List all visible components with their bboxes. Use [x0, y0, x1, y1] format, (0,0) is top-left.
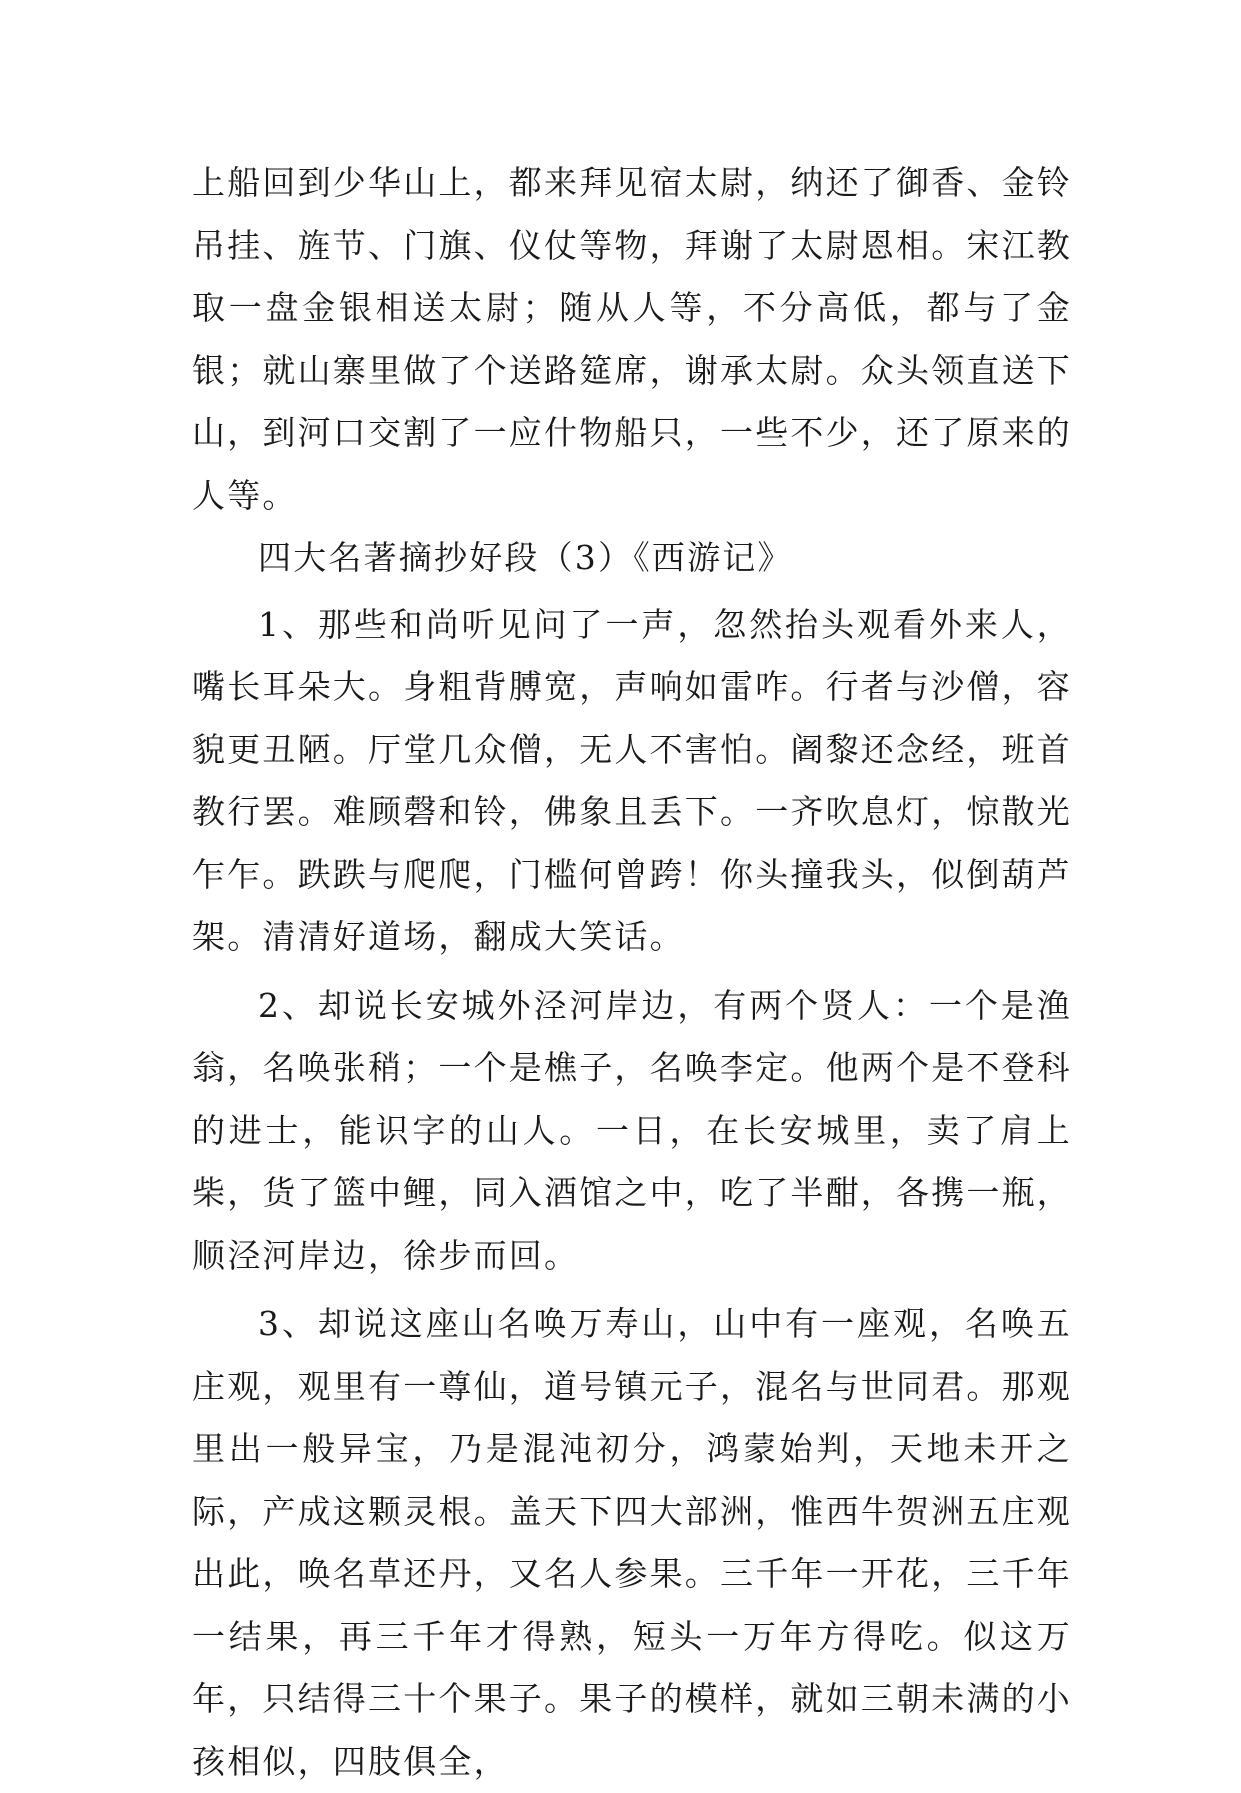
paragraph-item-3: 3、却说这座山名唤万寿山，山中有一座观，名唤五庄观，观里有一尊仙，道号镇元子，混名与世同君。那观里出一般异宝，乃是混沌初分，鸿蒙始判，天地未开之际，产成这颗灵根。盖天下四大部洲，惟西牛贺洲五庄观出此，唤名草还丹，又名人参果。三千年一开花，三千年一结果，再三千年才得熟，短头一万年方得吃。似这万年，只结得三十个果子。果子的模样，就如三朝未满的小孩相似，四肢俱全， — [192, 1304, 1072, 1781]
document-body — [192, 152, 1072, 1793]
paragraph-item-1: 1、那些和尚听见问了一声，忽然抬头观看外来人，嘴长耳朵大。身粗背膊宽，声响如雷咋。行者与沙僧，容貌更丑陋。厅堂几众僧，无人不害怕。阇黎还念经，班首教行罢。难顾磬和铃，佛象且丢下。一齐吹息灯，惊散光乍乍。跌跌与爬爬，门槛何曾跨！你头撞我头，似倒葫芦架。清清好道场，翻成大笑话。 — [192, 604, 1072, 956]
section-heading: 四大名著摘抄好段（3）《西游记》 — [258, 538, 793, 577]
paragraph-continuation: 上船回到少华山上，都来拜见宿太尉，纳还了御香、金铃吊挂、旌节、门旗、仪仗等物，拜谢了太尉恩相。宋江教取一盘金银相送太尉；随从人等，不分高低，都与了金银；就山寨里做了个送路筵席，谢承太尉。众头领直送下山，到河口交割了一应什物船只，一些不少，还了原来的人等。 — [192, 163, 1072, 515]
paragraph-item-2: 2、却说长安城外泾河岸边，有两个贤人：一个是渔翁，名唤张稍；一个是樵子，名唤李定。他两个是不登科的进士，能识字的山人。一日，在长安城里，卖了肩上柴，货了篮中鲤，同入酒馆之中，吃了半酣，各携一瓶，顺泾河岸边，徐步而回。 — [192, 985, 1072, 1275]
